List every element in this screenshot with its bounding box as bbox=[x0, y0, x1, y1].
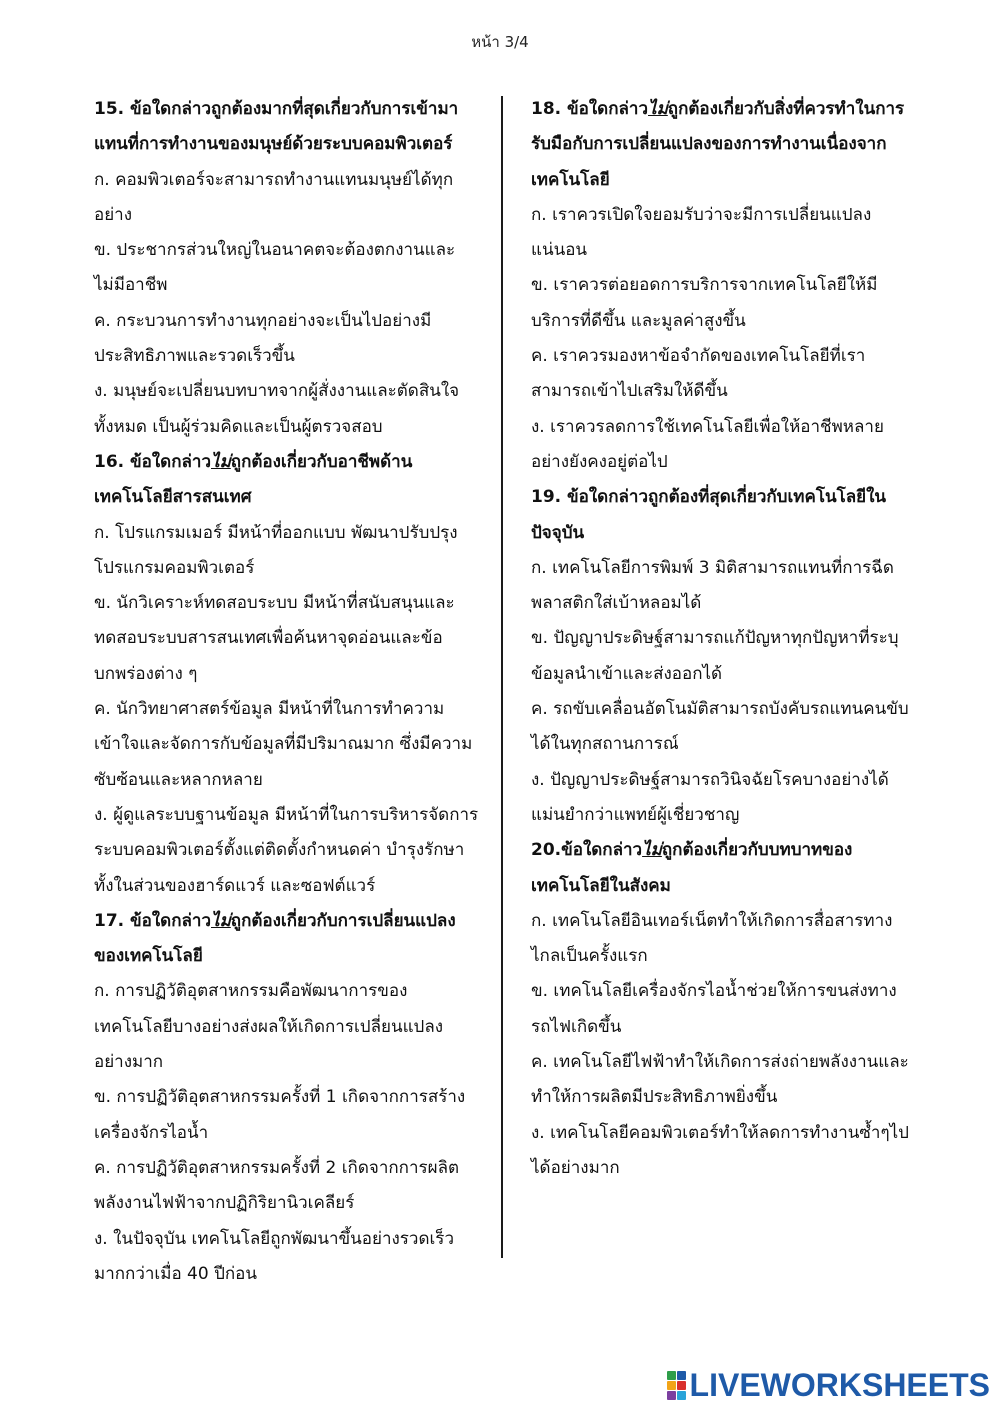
negation-word: ไม่ bbox=[648, 99, 668, 119]
liveworksheets-logo-icon bbox=[667, 1371, 686, 1400]
question-text: 16. ข้อใดกล่าวไม่ถูกต้องเกี่ยวกับอาชีพด้านเทคโนโลยีสารสนเทศ bbox=[94, 451, 413, 508]
option-b: ข. เราควรต่อยอดการบริการจากเทคโนโลยีให้มีบริการที่ดีขึ้น และมูลค่าสูงขึ้น bbox=[531, 275, 878, 331]
option-c: ค. นักวิทยาศาสตร์ข้อมูล มีหน้าที่ในการทำความเข้าใจและจัดการกับข้อมูลที่มีปริมาณมาก ซึ่งมีความซับซ้อนและหลากหลาย bbox=[94, 699, 473, 790]
option-b: ข. ปัญญาประดิษฐ์สามารถแก้ปัญหาทุกปัญหาที่ระบุข้อมูลนำเข้าและส่งออกได้ bbox=[531, 628, 899, 684]
option-b: ข. การปฏิวัติอุตสาหกรรมครั้งที่ 1 เกิดจากการสร้างเครื่องจักรไอน้ำ bbox=[94, 1087, 466, 1143]
option-a: ก. เราควรเปิดใจยอมรับว่าจะมีการเปลี่ยนแปลงแน่นอน bbox=[531, 204, 872, 261]
question-text: 17. ข้อใดกล่าวไม่ถูกต้องเกี่ยวกับการเปลี่ยนแปลงของเทคโนโลยี bbox=[94, 910, 456, 967]
column-divider bbox=[501, 96, 503, 1258]
negation-word: ไม่ bbox=[642, 840, 662, 861]
question-text: 18. ข้อใดกล่าวไม่ถูกต้องเกี่ยวกับสิ่งที่ควรทำในการรับมือกับการเปลี่ยนแปลงของการทำงานเนื่องจากเทคโนโลยี bbox=[531, 99, 905, 190]
liveworksheets-watermark bbox=[667, 1367, 990, 1404]
logo-cell bbox=[667, 1381, 676, 1390]
logo-cell bbox=[677, 1391, 686, 1400]
logo-cell bbox=[677, 1381, 686, 1390]
question-text: 20.ข้อใดกล่าวไม่ถูกต้องเกี่ยวกับบทบาทของเทคโนโลยีในสังคม bbox=[531, 840, 853, 896]
question-17 bbox=[94, 904, 479, 1292]
page-number: หน้า 3/4 bbox=[471, 33, 529, 51]
brand-name: LIVEWORKSHEETS bbox=[689, 1367, 990, 1403]
question-18 bbox=[531, 92, 916, 480]
option-d: ง. ผู้ดูแลระบบฐานข้อมูล มีหน้าที่ในการบริหารจัดการระบบคอมพิวเตอร์ตั้งแต่ติดตั้งกำหนดค่า บำรุงรักษาทั้งในส่วนของฮาร์ดแวร์ และซอฟต์แวร์ bbox=[94, 804, 479, 896]
option-a: ก. การปฏิวัติอุตสาหกรรมคือพัฒนาการของเทคโนโลยีบางอย่างส่งผลให้เกิดการเปลี่ยนแปลงอย่างมาก bbox=[94, 981, 444, 1073]
option-a: ก. เทคโนโลยีอินเทอร์เน็ตทำให้เกิดการสื่อสารทางไกลเป็นครั้งแรก bbox=[531, 910, 893, 967]
question-text: 19. ข้อใดกล่าวถูกต้องที่สุดเกี่ยวกับเทคโนโลยีในปัจจุบัน bbox=[531, 487, 887, 543]
option-b: ข. ประชากรส่วนใหญ่ในอนาคตจะต้องตกงานและไม่มีอาชีพ bbox=[94, 240, 456, 296]
option-c: ค. รถขับเคลื่อนอัตโนมัติสามารถบังคับรถแทนคนขับได้ในทุกสถานการณ์ bbox=[531, 699, 909, 755]
option-a: ก. เทคโนโลยีการพิมพ์ 3 มิติสามารถแทนที่การฉีดพลาสติกใส่เบ้าหลอมได้ bbox=[531, 557, 894, 614]
negation-word: ไม่ bbox=[211, 910, 231, 931]
option-a: ก. คอมพิวเตอร์จะสามารถทำงานแทนมนุษย์ได้ทุกอย่าง bbox=[94, 169, 454, 225]
question-20 bbox=[531, 833, 916, 1186]
option-a: ก. โปรแกรมเมอร์ มีหน้าที่ออกแบบ พัฒนาปรับปรุงโปรแกรมคอมพิวเตอร์ bbox=[94, 522, 458, 578]
option-d: ง. ในปัจจุบัน เทคโนโลยีถูกพัฒนาขึ้นอย่างรวดเร็วมากกว่าเมื่อ 40 ปีก่อน bbox=[94, 1228, 454, 1284]
left-column bbox=[94, 92, 479, 1292]
negation-word: ไม่ bbox=[211, 451, 231, 472]
option-c: ค. การปฏิวัติอุตสาหกรรมครั้งที่ 2 เกิดจากการผลิตพลังงานไฟฟ้าจากปฏิกิริยานิวเคลียร์ bbox=[94, 1157, 460, 1214]
logo-cell bbox=[667, 1371, 676, 1380]
option-c: ค. กระบวนการทำงานทุกอย่างจะเป็นไปอย่างมีประสิทธิภาพและรวดเร็วขึ้น bbox=[94, 310, 432, 367]
option-b: ข. เทคโนโลยีเครื่องจักรไอน้ำช่วยให้การขนส่งทางรถไฟเกิดขึ้น bbox=[531, 981, 897, 1037]
option-d: ง. เทคโนโลยีคอมพิวเตอร์ทำให้ลดการทำงานซ้ำๆไปได้อย่างมาก bbox=[531, 1122, 909, 1178]
option-c: ค. เทคโนโลยีไฟฟ้าทำให้เกิดการส่งถ่ายพลังงานและทำให้การผลิตมีประสิทธิภาพยิ่งขึ้น bbox=[531, 1052, 909, 1108]
question-16 bbox=[94, 445, 479, 904]
option-c: ค. เราควรมองหาข้อจำกัดของเทคโนโลยีที่เราสามารถเข้าไปเสริมให้ดีขึ้น bbox=[531, 346, 866, 402]
option-d: ง. ปัญญาประดิษฐ์สามารถวินิจฉัยโรคบางอย่างได้แม่นยำกว่าแพทย์ผู้เชี่ยวชาญ bbox=[531, 769, 889, 825]
logo-cell bbox=[677, 1371, 686, 1380]
option-d: ง. มนุษย์จะเปลี่ยนบทบาทจากผู้สั่งงานและตัดสินใจทั้งหมด เป็นผู้ร่วมคิดและเป็นผู้ตรวจสอบ bbox=[94, 381, 460, 437]
right-column bbox=[531, 92, 916, 1186]
question-19 bbox=[531, 480, 916, 833]
question-15 bbox=[94, 92, 479, 445]
option-d: ง. เราควรลดการใช้เทคโนโลยีเพื่อให้อาชีพหลายอย่างยังคงอยู่ต่อไป bbox=[531, 416, 884, 472]
question-text: 15. ข้อใดกล่าวถูกต้องมากที่สุดเกี่ยวกับการเข้ามาแทนที่การทำงานของมนุษย์ด้วยระบบคอมพิวเตอร์ bbox=[94, 99, 459, 155]
option-b: ข. นักวิเคราะห์ทดสอบระบบ มีหน้าที่สนับสนุนและทดสอบระบบสารสนเทศเพื่อค้นหาจุดอ่อนและข้อบกพร่องต่าง ๆ bbox=[94, 593, 455, 684]
logo-cell bbox=[667, 1391, 676, 1400]
